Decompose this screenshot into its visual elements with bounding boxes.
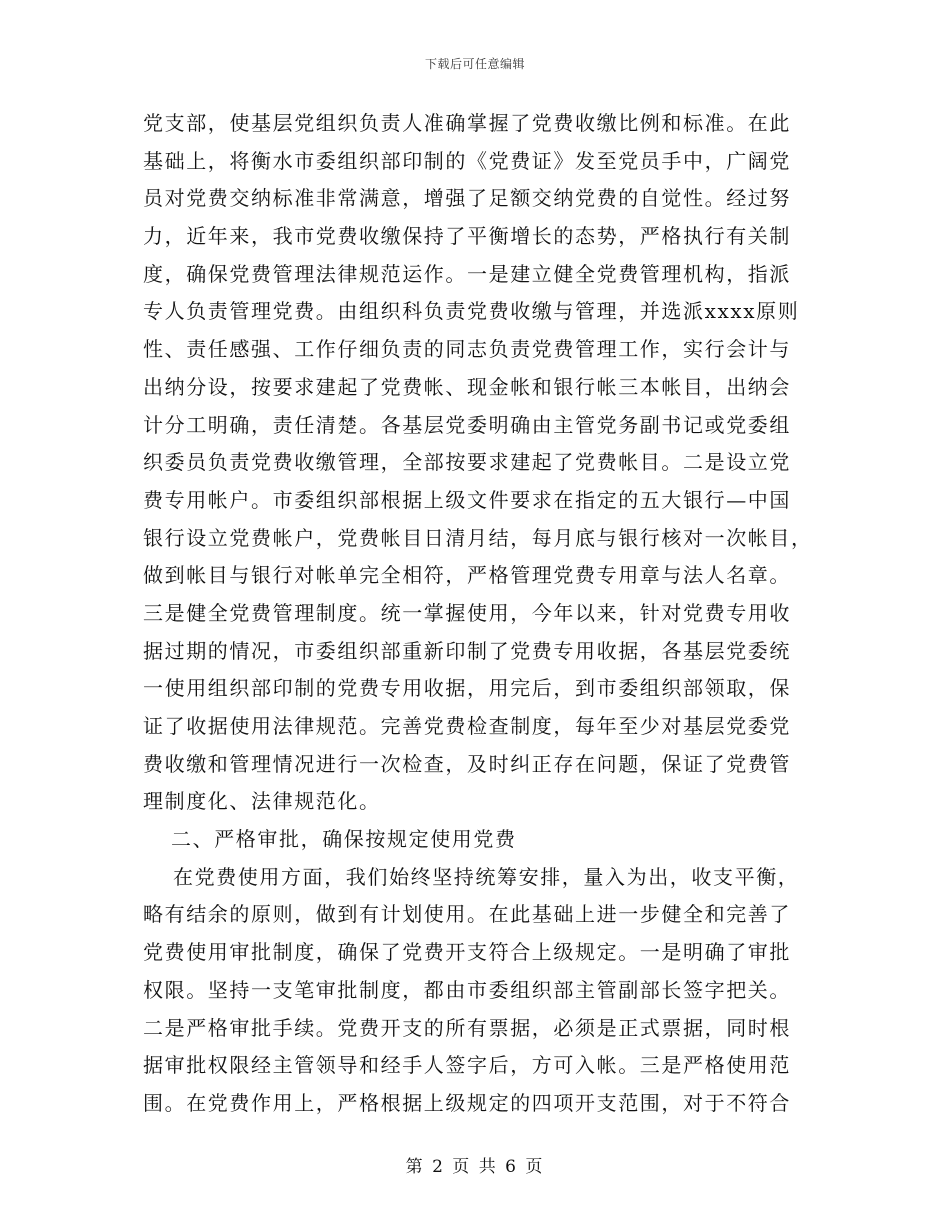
body-line: 银行设立党费帐户，党费帐目日清月结，每月底与银行核对一次帐目， <box>143 525 813 550</box>
section-line: 党费使用审批制度，确保了党费开支符合上级规定。一是明确了审批 <box>143 940 791 965</box>
section-line: 围。在党费作用上，严格根据上级规定的四项开支范围，对于不符合 <box>143 1090 791 1115</box>
section-line: 据审批权限经主管领导和经手人签字后，方可入帐。三是严格使用范 <box>143 1053 791 1078</box>
page-header-note: 下载后可任意编辑 <box>424 57 525 71</box>
body-line: 出纳分设，按要求建起了党费帐、现金帐和银行帐三本帐目，出纳会 <box>143 374 791 399</box>
section-line: 略有结余的原则，做到有计划使用。在此基础上进一步健全和完善了 <box>143 902 791 927</box>
document-body <box>143 105 813 1123</box>
body-line: 一使用组织部印制的党费专用收据，用完后，到市委组织部领取，保 <box>143 676 791 701</box>
body-line: 性、责任感强、工作仔细负责的同志负责党费管理工作，实行会计与 <box>143 337 791 362</box>
body-line: 基础上，将衡水市委组织部印制的《党费证》发至党员手中，广阔党 <box>143 148 791 173</box>
section-line: 二是严格审批手续。党费开支的所有票据，必须是正式票据，同时根 <box>143 1015 791 1040</box>
body-line: 织委员负责党费收缴管理，全部按要求建起了党费帐目。二是设立党 <box>143 450 791 475</box>
body-line: 三是健全党费管理制度。统一掌握使用，今年以来，针对党费专用收 <box>143 600 791 625</box>
body-line: 据过期的情况，市委组织部重新印制了党费专用收据，各基层党委统 <box>143 638 791 663</box>
body-line: 理制度化、法律规范化。 <box>143 789 381 814</box>
body-line: 证了收据使用法律规范。完善党费检查制度，每年至少对基层党委党 <box>143 714 791 738</box>
section-line: 权限。坚持一支笔审批制度，都由市委组织部主管副部长签字把关。 <box>143 977 791 1002</box>
body-line: 员对党费交纳标准非常满意，增强了足额交纳党费的自觉性。经过努 <box>143 186 791 211</box>
body-line: 专人负责管理党费。由组织科负责党费收缴与管理，并选派xxxx原则 <box>143 299 800 324</box>
body-line: 计分工明确，责任清楚。各基层党委明确由主管党务副书记或党委组 <box>143 412 791 437</box>
body-line: 度，确保党费管理法律规范运作。一是建立健全党费管理机构，指派 <box>143 261 791 286</box>
body-line: 党支部，使基层党组织负责人准确掌握了党费收缴比例和标准。在此 <box>143 111 791 135</box>
body-line: 费收缴和管理情况进行一次检查，及时纠正存在问题，保证了党费管 <box>143 751 791 776</box>
body-line: 做到帐目与银行对帐单完全相符，严格管理党费专用章与法人名章。 <box>143 563 791 588</box>
body-line: 力，近年来，我市党费收缴保持了平衡增长的态势，严格执行有关制 <box>143 224 791 249</box>
section-line: 在党费使用方面，我们始终坚持统筹安排，量入为出，收支平衡， <box>173 864 800 889</box>
section-heading: 二、严格审批，确保按规定使用党费 <box>171 827 517 852</box>
page-number-footer: 第 2 页 共 6 页 <box>405 1157 545 1177</box>
body-line: 费专用帐户。市委组织部根据上级文件要求在指定的五大银行—中国 <box>143 487 791 512</box>
